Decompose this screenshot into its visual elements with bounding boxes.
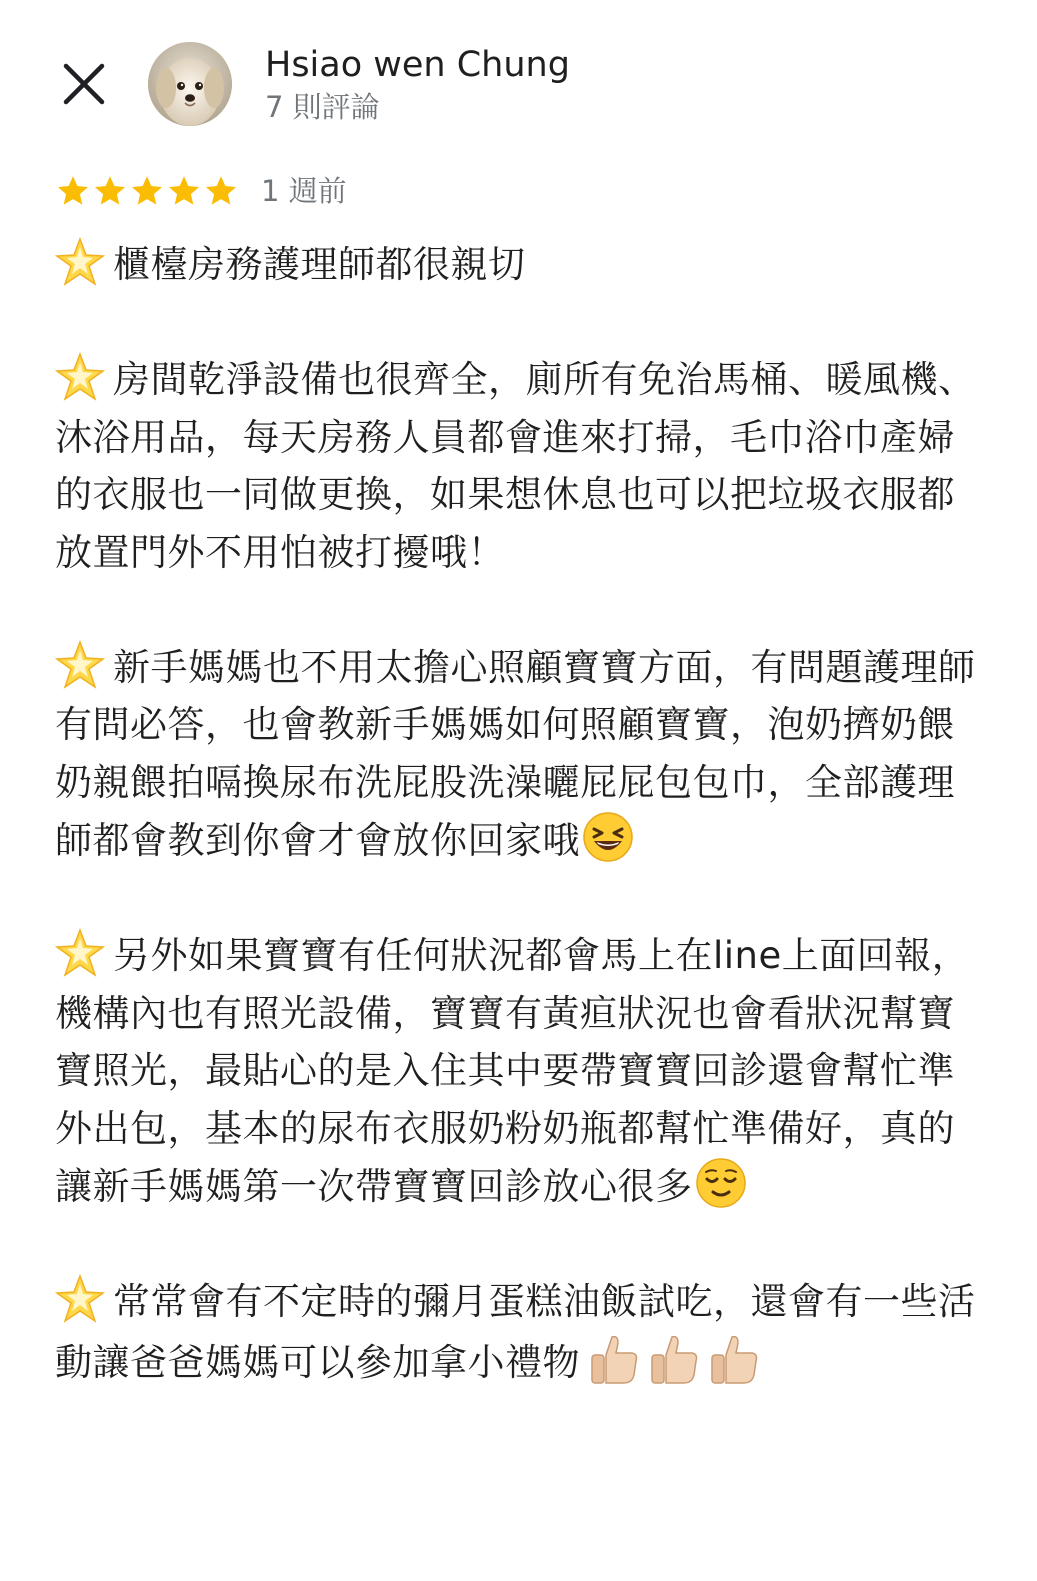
rating-row [55,168,347,214]
review-paragraph [55,927,980,1216]
review-paragraph [55,236,980,294]
dog-avatar-icon [148,42,232,126]
paragraph-text: 櫃檯房務護理師都很親切 [113,243,526,286]
review-count: 7 則評論 [265,90,380,124]
paragraph-text: 常常會有不定時的彌月蛋糕油飯試吃，還會有一些活動讓爸爸媽媽可以參加拿小禮物 [55,1280,976,1384]
paragraph-text: 新手媽媽也不用太擔心照顧寶寶方面，有問題護理師有問必答，也會教新手媽媽如何照顧寶寶，泡奶擠奶餵奶親餵拍嗝換尿布洗屁股洗澡曬屁屁包包巾，全部護理師都會教到你會才會放你回家哦 [55,645,976,862]
star-icon [203,173,239,209]
laughing-face-emoji-icon [582,811,634,863]
relieved-face-emoji-icon [695,1157,747,1209]
star-rating [55,173,239,209]
thumbs-up-emoji-icon [588,1331,640,1387]
review-text [55,236,980,1391]
star-icon [55,173,91,209]
star-icon [129,173,165,209]
close-icon [56,56,112,112]
reviewer-name[interactable]: Hsiao wen Chung [265,45,570,85]
paragraph-text: 另外如果寶寶有任何狀況都會馬上在line上面回報，機構內也有照光設備，寶寶有黃疸狀況也會看狀況幫寶寶照光，最貼心的是入住其中要帶寶寶回診還會幫忙準外出包，基本的尿布衣服奶粉奶瓶都幫忙準備好，真的讓新手媽媽第一次帶寶寶回診放心很多 [55,934,970,1208]
reviewer-avatar[interactable] [148,42,232,126]
glowing-star-icon [55,928,105,978]
review-paragraph [55,639,980,870]
review-paragraph [55,1273,980,1391]
star-icon [166,173,202,209]
glowing-star-icon [55,352,105,402]
glowing-star-icon [55,237,105,287]
thumbs-up-emoji-icon [648,1331,700,1387]
review-time: 1 週前 [261,174,347,208]
review-paragraph [55,351,980,581]
close-button[interactable] [56,56,112,112]
thumbs-up-emoji-icon [708,1331,760,1387]
glowing-star-icon [55,640,105,690]
paragraph-text: 房間乾淨設備也很齊全，廁所有免治馬桶、暖風機、沐浴用品，每天房務人員都會進來打掃，毛巾浴巾產婦的衣服也一同做更換，如果想休息也可以把垃圾衣服都放置門外不用怕被打擾哦！ [55,358,976,574]
glowing-star-icon [55,1274,105,1324]
star-icon [92,173,128,209]
